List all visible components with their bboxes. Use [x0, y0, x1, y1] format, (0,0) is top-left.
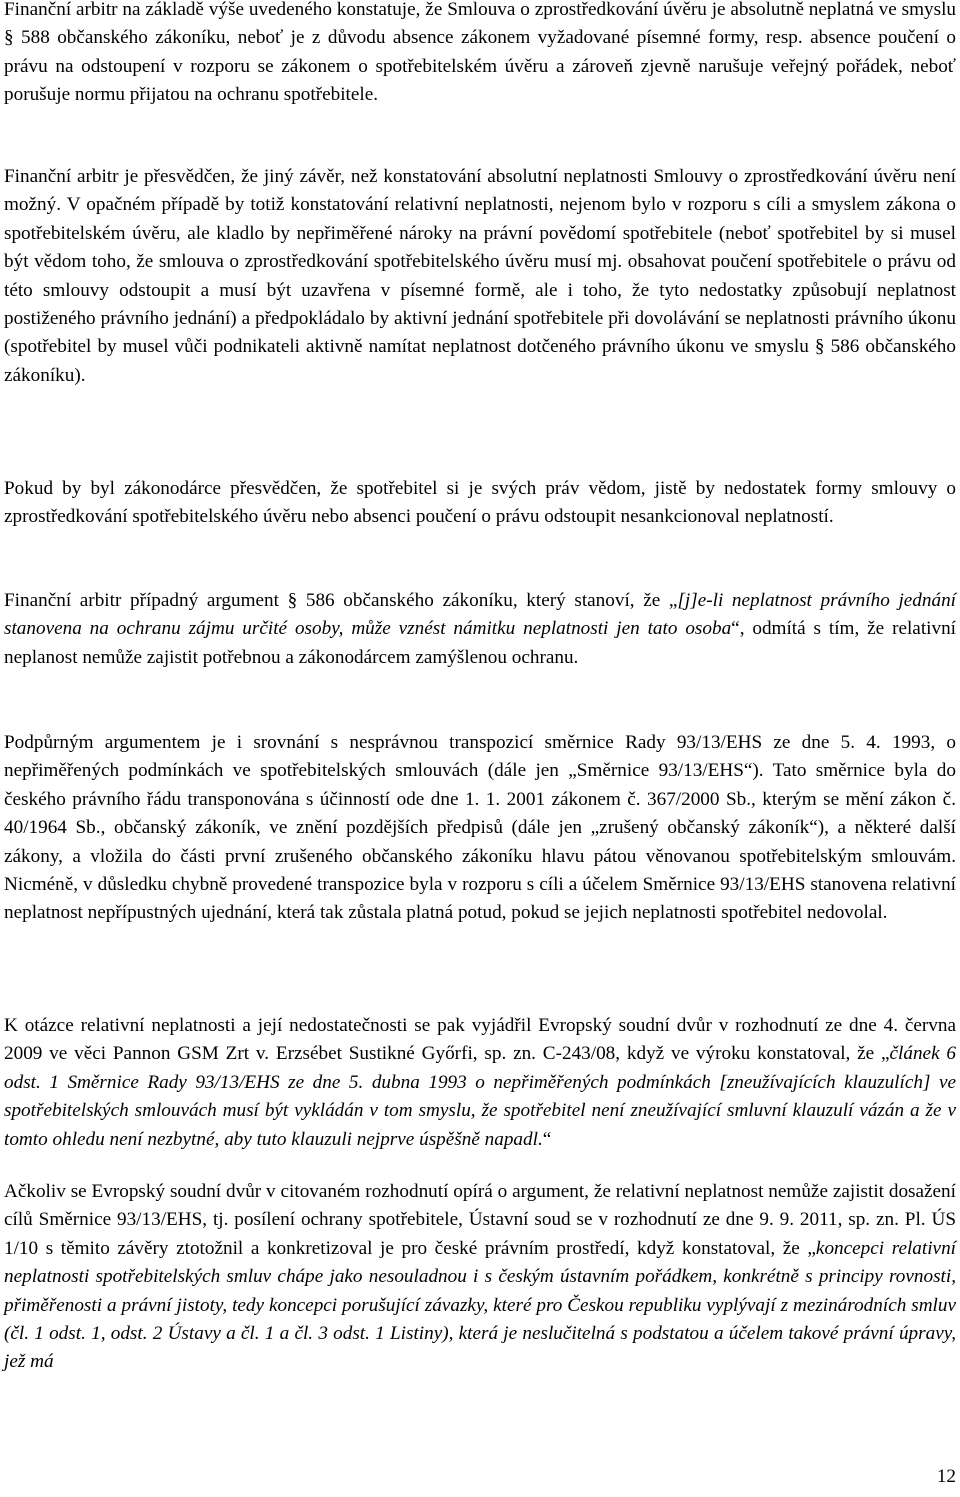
text-segment: “	[542, 1128, 552, 1150]
text-segment: Ačkoliv se Evropský soudní dvůr v citovaném rozhodnutí opírá o argument, že relativní neplatnost nemůže zajistit dosažení cílů Směrnice 93/13/EHS, tj. posílení ochrany spotřebitele, Ústavní soud se v rozhodnutí ze dne 9. 9. 2011, sp. zn. Pl. ÚS 1/10 s těmito závěry ztotožnil a konkretizoval je pro české právním prostředí, když konstatoval, že „	[4, 1181, 956, 1259]
text-segment: Pokud by byl zákonodárce přesvědčen, že spotřebitel si je svých práv vědom, jistě by nedostatek formy smlouvy o zprostředkování spotřebitelského úvěru nebo absenci poučení o právu odstoupit nesankcionoval neplatností.	[4, 478, 956, 528]
paragraph-2	[4, 163, 956, 390]
paragraph-1	[4, 0, 956, 110]
paragraph-3	[4, 475, 956, 532]
page-number: 12	[936, 1466, 956, 1487]
italic-quote-segment: [j]e-li neplatnost právního jednání stanovena na ochranu zájmu určité osoby, může vznést námitku neplatnosti jen tato osoba	[4, 590, 956, 640]
text-segment: Finanční arbitr na základě výše uvedeného konstatuje, že Smlouva o zprostředkování úvěru je absolutně neplatná ve smyslu § 588 občanského zákoníku, neboť je z důvodu absence zákonem vyžadované písemné formy, resp. absence poučení o právu na odstoupení v rozporu se zákonem o spotřebitelském úvěru a zároveň zjevně narušuje veřejný pořádek, neboť porušuje normu přijatou na ochranu spotřebitele.	[4, 0, 956, 106]
text-segment: Finanční arbitr případný argument § 586 občanského zákoníku, který stanoví, že „	[4, 590, 678, 611]
paragraph-4	[4, 587, 956, 672]
paragraph-7	[4, 1178, 956, 1377]
text-segment: Finanční arbitr je přesvědčen, že jiný závěr, než konstatování absolutní neplatnosti Smlouvy o zprostředkování úvěru není možný. V opačném případě by totiž konstatování relativní neplatnosti, nejenom bylo v rozporu s cíli a smyslem zákona o spotřebitelském úvěru, ale kladlo by nepřiměřené nároky na právní povědomí spotřebitele (neboť spotřebitel by si musel být vědom toho, že smlouva o zprostředkování spotřebitelského úvěru musí mj. obsahovat poučení spotřebitele o právu od této smlouvy odstoupit a musí být uzavřena v písemné formě, ale i toho, že tyto nedostatky způsobují neplatnost postiženého právního jednání) a předpokládalo by aktivní jednání spotřebitele při dovolávání se neplatnosti právního úkonu (spotřebitel by musel vůči podnikateli aktivně namítat neplatnost dotčeného právního úkonu ve smyslu § 586 občanského zákoníku).	[4, 166, 956, 386]
text-segment: K otázce relativní neplatnosti a její nedostatečnosti se pak vyjádřil Evropský soudní dvůr v rozhodnutí ze dne 4. června 2009 ve věci Pannon GSM Zrt v. Erzsébet Sustikné Győrfi, sp. zn. C-243/08, když ve výroku konstatoval, že „	[4, 1015, 956, 1065]
paragraph-5	[4, 729, 956, 928]
text-segment: “, odmítá s tím, že relativní neplanost nemůže zajistit potřebnou a zákonodárcem zamýšlenou ochranu.	[4, 618, 956, 668]
italic-quote-segment: článek 6 odst. 1 Směrnice Rady 93/13/EHS ze dne 5. dubna 1993 o nepřiměřených podmínkách [zneužívajících klauzulích] ve spotřebitelských smlouvách musí být vykládán v tom smyslu, že spotřebitel není zneužívající smluvní klauzulí vázán a že v tomto ohledu není nezbytné, aby tuto klauzuli nejprve úspěšně napadl.	[4, 1043, 956, 1150]
italic-quote-segment: koncepci relativní neplatnosti spotřebitelských smluv chápe jako nesouladnou i s českým ústavním pořádkem, konkrétně s principy rovnosti, přiměřenosti a právní jistoty, tedy koncepci porušující závazky, které pro Českou republiku vyplývají z mezinárodních smluv (čl. 1 odst. 1, odst. 2 Ústavy a čl. 1 a čl. 3 odst. 1 Listiny), která je neslučitelná s podstatou a účelem takové právní úpravy, jež má	[4, 1237, 956, 1373]
paragraph-6	[4, 1012, 956, 1154]
text-segment: Podpůrným argumentem je i srovnání s nesprávnou transpozicí směrnice Rady 93/13/EHS ze dne 5. 4. 1993, o nepřiměřených podmínkách ve spotřebitelských smlouvách (dále jen „Směrnice 93/13/EHS“). Tato směrnice byla do českého právního řádu transponována s účinností ode dne 1. 1. 2001 zákonem č. 367/2000 Sb., kterým se mění zákon č. 40/1964 Sb., občanský zákoník, ve znění pozdějších předpisů (dále jen „zrušený občanský zákoník“), a některé další zákony, a vložila do části první zrušeného občanského zákoníku hlavu pátou věnovanou spotřebitelským smlouvám. Nicméně, v důsledku chybně provedené transpozice byla v rozporu s cíli a účelem Směrnice 93/13/EHS stanovena relativní neplatnost nepřípustných ujednání, která tak zůstala platná potud, pokud se jejich neplatnosti spotřebitel nedovolal.	[4, 732, 956, 924]
